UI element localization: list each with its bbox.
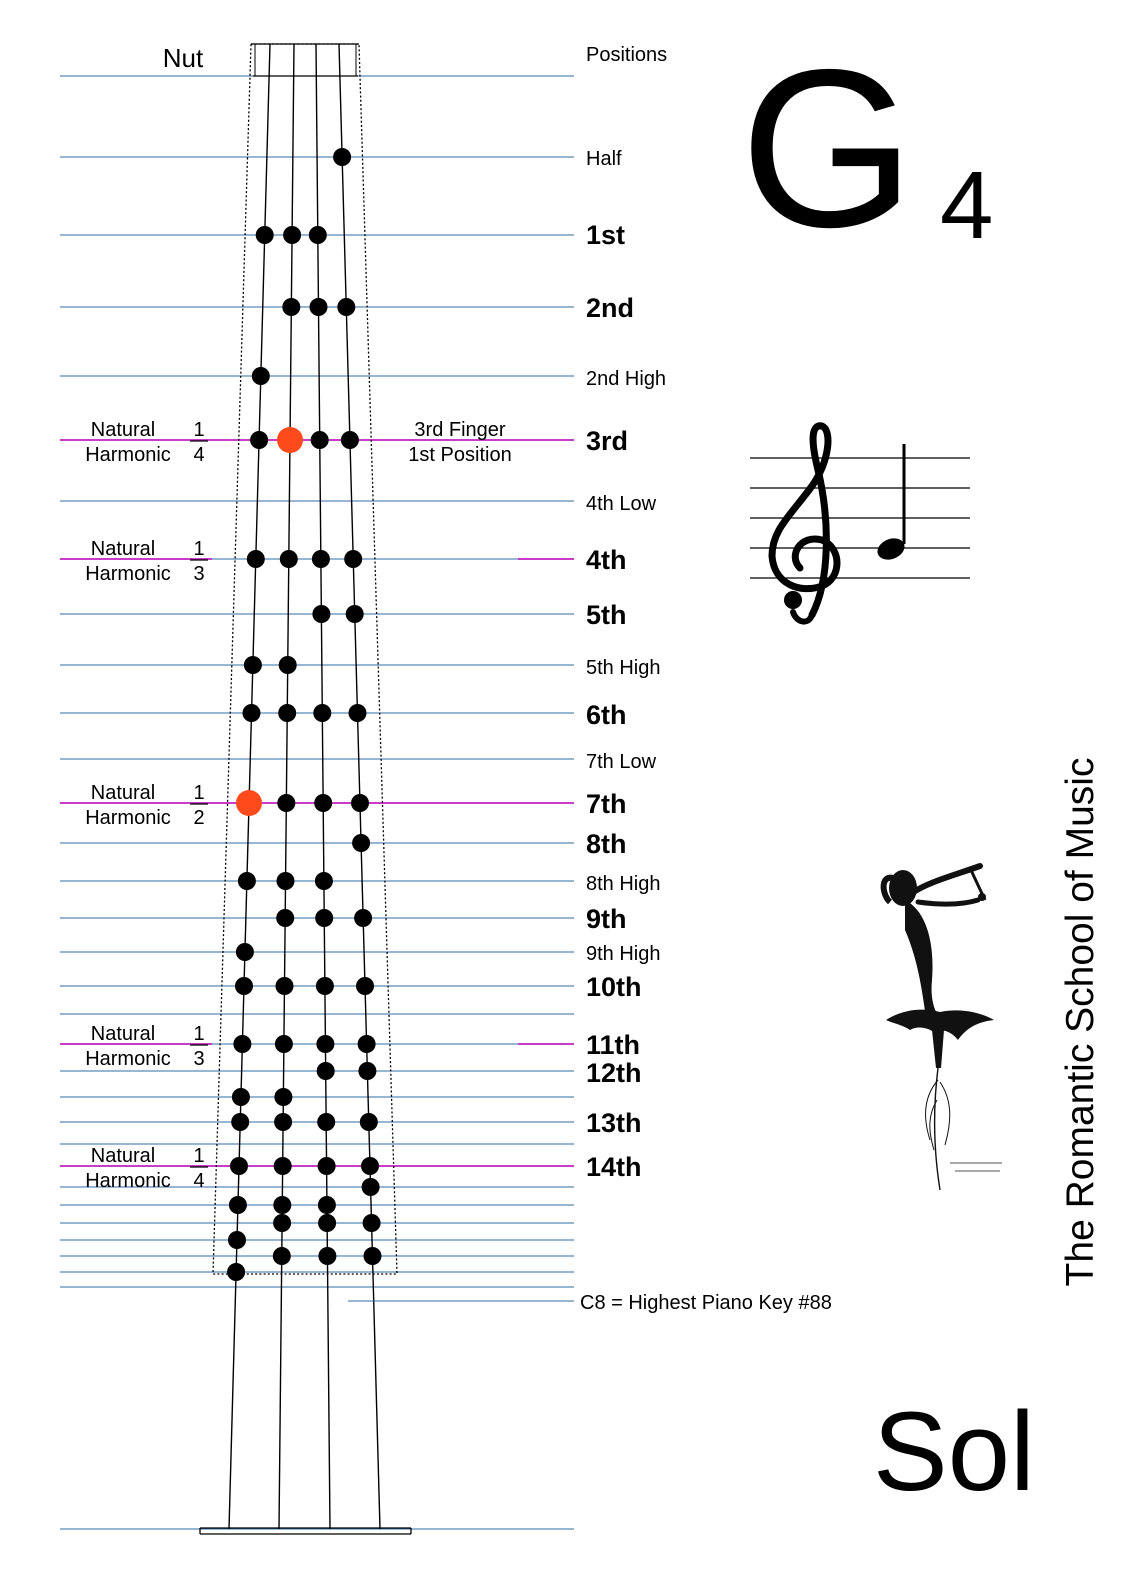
finger-dot	[356, 977, 374, 995]
finger-dot	[231, 1113, 249, 1131]
harmonic-label: Harmonic	[85, 807, 171, 829]
position-label: 5th	[586, 600, 627, 630]
nut-label: Nut	[162, 43, 204, 73]
finger-dot	[361, 1157, 379, 1175]
finger-dot	[309, 226, 327, 244]
finger-dot	[230, 1157, 248, 1175]
finger-dot	[313, 704, 331, 722]
harmonic-fraction-denominator: 4	[193, 1170, 205, 1192]
finger-dot	[318, 1214, 336, 1232]
treble-clef-icon	[772, 426, 837, 622]
harmonic-labels	[85, 419, 208, 1192]
finger-dot	[362, 1178, 380, 1196]
harmonic-fraction-denominator: 2	[193, 807, 205, 829]
position-label: 4th	[586, 545, 627, 575]
finger-dot	[312, 605, 330, 623]
finger-dot	[243, 704, 261, 722]
finger-dot	[228, 1231, 246, 1249]
position-label: 3rd	[586, 426, 629, 456]
finger-dot	[341, 431, 359, 449]
finger-dot	[337, 298, 355, 316]
position-label: 7th Low	[586, 751, 657, 773]
finger-dot	[318, 1157, 336, 1175]
finger-dot	[360, 1113, 378, 1131]
finger-dot	[236, 943, 254, 961]
harmonic-fraction-denominator: 3	[193, 563, 205, 585]
finger-dot	[316, 1035, 334, 1053]
finger-dot	[276, 909, 294, 927]
harmonic-fraction-denominator: 3	[193, 1048, 205, 1070]
finger-dot	[344, 550, 362, 568]
finger-dot	[276, 977, 294, 995]
fingerboard	[200, 44, 411, 1534]
finger-dot	[273, 1196, 291, 1214]
harmonic-fraction-numerator: 1	[193, 1023, 205, 1045]
harmonic-fraction-numerator: 1	[193, 419, 205, 441]
finger-dot	[318, 1247, 336, 1265]
quarter-note-icon	[874, 444, 907, 564]
position-label: 9th	[586, 904, 627, 934]
harmonic-label: Natural	[90, 419, 156, 441]
finger-dot	[274, 1088, 292, 1106]
finger-dot	[273, 1214, 291, 1232]
harmonic-fraction-numerator: 1	[193, 1145, 205, 1167]
finger-dot	[315, 909, 333, 927]
finger-dot	[235, 977, 253, 995]
position-label: 10th	[586, 972, 642, 1002]
position-label: 9th High	[586, 943, 661, 965]
finger-dot	[283, 226, 301, 244]
finger-dot	[311, 431, 329, 449]
piano-note: C8 = Highest Piano Key #88	[580, 1292, 832, 1314]
finger-dot	[233, 1035, 251, 1053]
position-label: 14th	[586, 1152, 642, 1182]
finger-dot	[352, 834, 370, 852]
finger-dot	[351, 794, 369, 812]
finger-dot	[317, 1113, 335, 1131]
harmonic-label: Harmonic	[85, 563, 171, 585]
position-label: 13th	[586, 1108, 642, 1138]
harmonic-label: Natural	[90, 1145, 156, 1167]
finger-dot	[333, 148, 351, 166]
school-name: The Romantic School of Music	[1059, 757, 1102, 1287]
finger-dot	[278, 704, 296, 722]
finger-dot	[318, 1196, 336, 1214]
harmonic-label: Natural	[90, 1023, 156, 1045]
position-label: 2nd	[586, 293, 635, 323]
finger-dot	[280, 550, 298, 568]
position-label: 7th	[586, 789, 627, 819]
finger-dot	[349, 704, 367, 722]
finger-dot	[252, 367, 270, 385]
finger-dot	[274, 1157, 292, 1175]
finger-dot	[227, 1263, 245, 1281]
position-label: 5th High	[586, 657, 661, 679]
harmonic-label: Natural	[90, 782, 156, 804]
harmonic-fraction-denominator: 4	[193, 444, 205, 466]
note-octave: 4	[940, 152, 994, 259]
position-label: 6th	[586, 700, 627, 730]
finger-dot	[346, 605, 364, 623]
highlight-dot	[236, 790, 262, 816]
finger-note-line2: 1st Position	[408, 444, 512, 466]
finger-dot	[317, 1062, 335, 1080]
finger-dot	[314, 794, 332, 812]
finger-dot	[282, 298, 300, 316]
finger-dot	[354, 909, 372, 927]
finger-dot	[310, 298, 328, 316]
finger-dot	[277, 794, 295, 812]
position-label: 8th High	[586, 873, 661, 895]
string-d	[279, 44, 294, 1529]
finger-dot	[316, 977, 334, 995]
finger-dot	[232, 1088, 250, 1106]
position-labels	[586, 148, 666, 1182]
note-letter: G	[740, 22, 916, 274]
positions-heading: Positions	[586, 44, 668, 66]
finger-dot	[279, 656, 297, 674]
highlight-dot	[277, 427, 303, 453]
position-label: 2nd High	[586, 368, 667, 390]
position-label: 8th	[586, 829, 627, 859]
position-label: 4th Low	[586, 493, 657, 515]
finger-note-line1: 3rd Finger	[414, 419, 506, 441]
harmonic-label: Natural	[90, 538, 156, 560]
position-label: 12th	[586, 1058, 642, 1088]
finger-dot	[250, 431, 268, 449]
finger-dot	[256, 226, 274, 244]
finger-dot	[274, 1113, 292, 1131]
position-label: 1st	[586, 220, 626, 250]
finger-dot	[315, 872, 333, 890]
finger-dot	[273, 1247, 291, 1265]
harmonic-label: Harmonic	[85, 1170, 171, 1192]
harmonic-fraction-numerator: 1	[193, 782, 205, 804]
string-g	[229, 44, 270, 1529]
finger-dots	[227, 148, 381, 1281]
staff-notation	[750, 426, 970, 622]
position-label: Half	[586, 148, 622, 170]
finger-dot	[238, 872, 256, 890]
harmonic-label: Harmonic	[85, 1048, 171, 1070]
violinist-silhouette-icon	[884, 866, 1002, 1190]
string-e	[339, 44, 380, 1529]
solfege-label: Sol	[873, 1389, 1035, 1514]
finger-dot	[358, 1035, 376, 1053]
finger-dot	[312, 550, 330, 568]
strings	[229, 44, 380, 1529]
finger-dot	[275, 1035, 293, 1053]
harmonic-label: Harmonic	[85, 444, 171, 466]
string-a	[316, 44, 330, 1529]
finger-dot	[358, 1062, 376, 1080]
harmonic-fraction-numerator: 1	[193, 538, 205, 560]
finger-dot	[363, 1214, 381, 1232]
finger-dot	[247, 550, 265, 568]
finger-dot	[244, 656, 262, 674]
finger-dot	[229, 1196, 247, 1214]
position-label: 11th	[586, 1030, 641, 1060]
finger-dot	[277, 872, 295, 890]
finger-dot	[364, 1247, 382, 1265]
